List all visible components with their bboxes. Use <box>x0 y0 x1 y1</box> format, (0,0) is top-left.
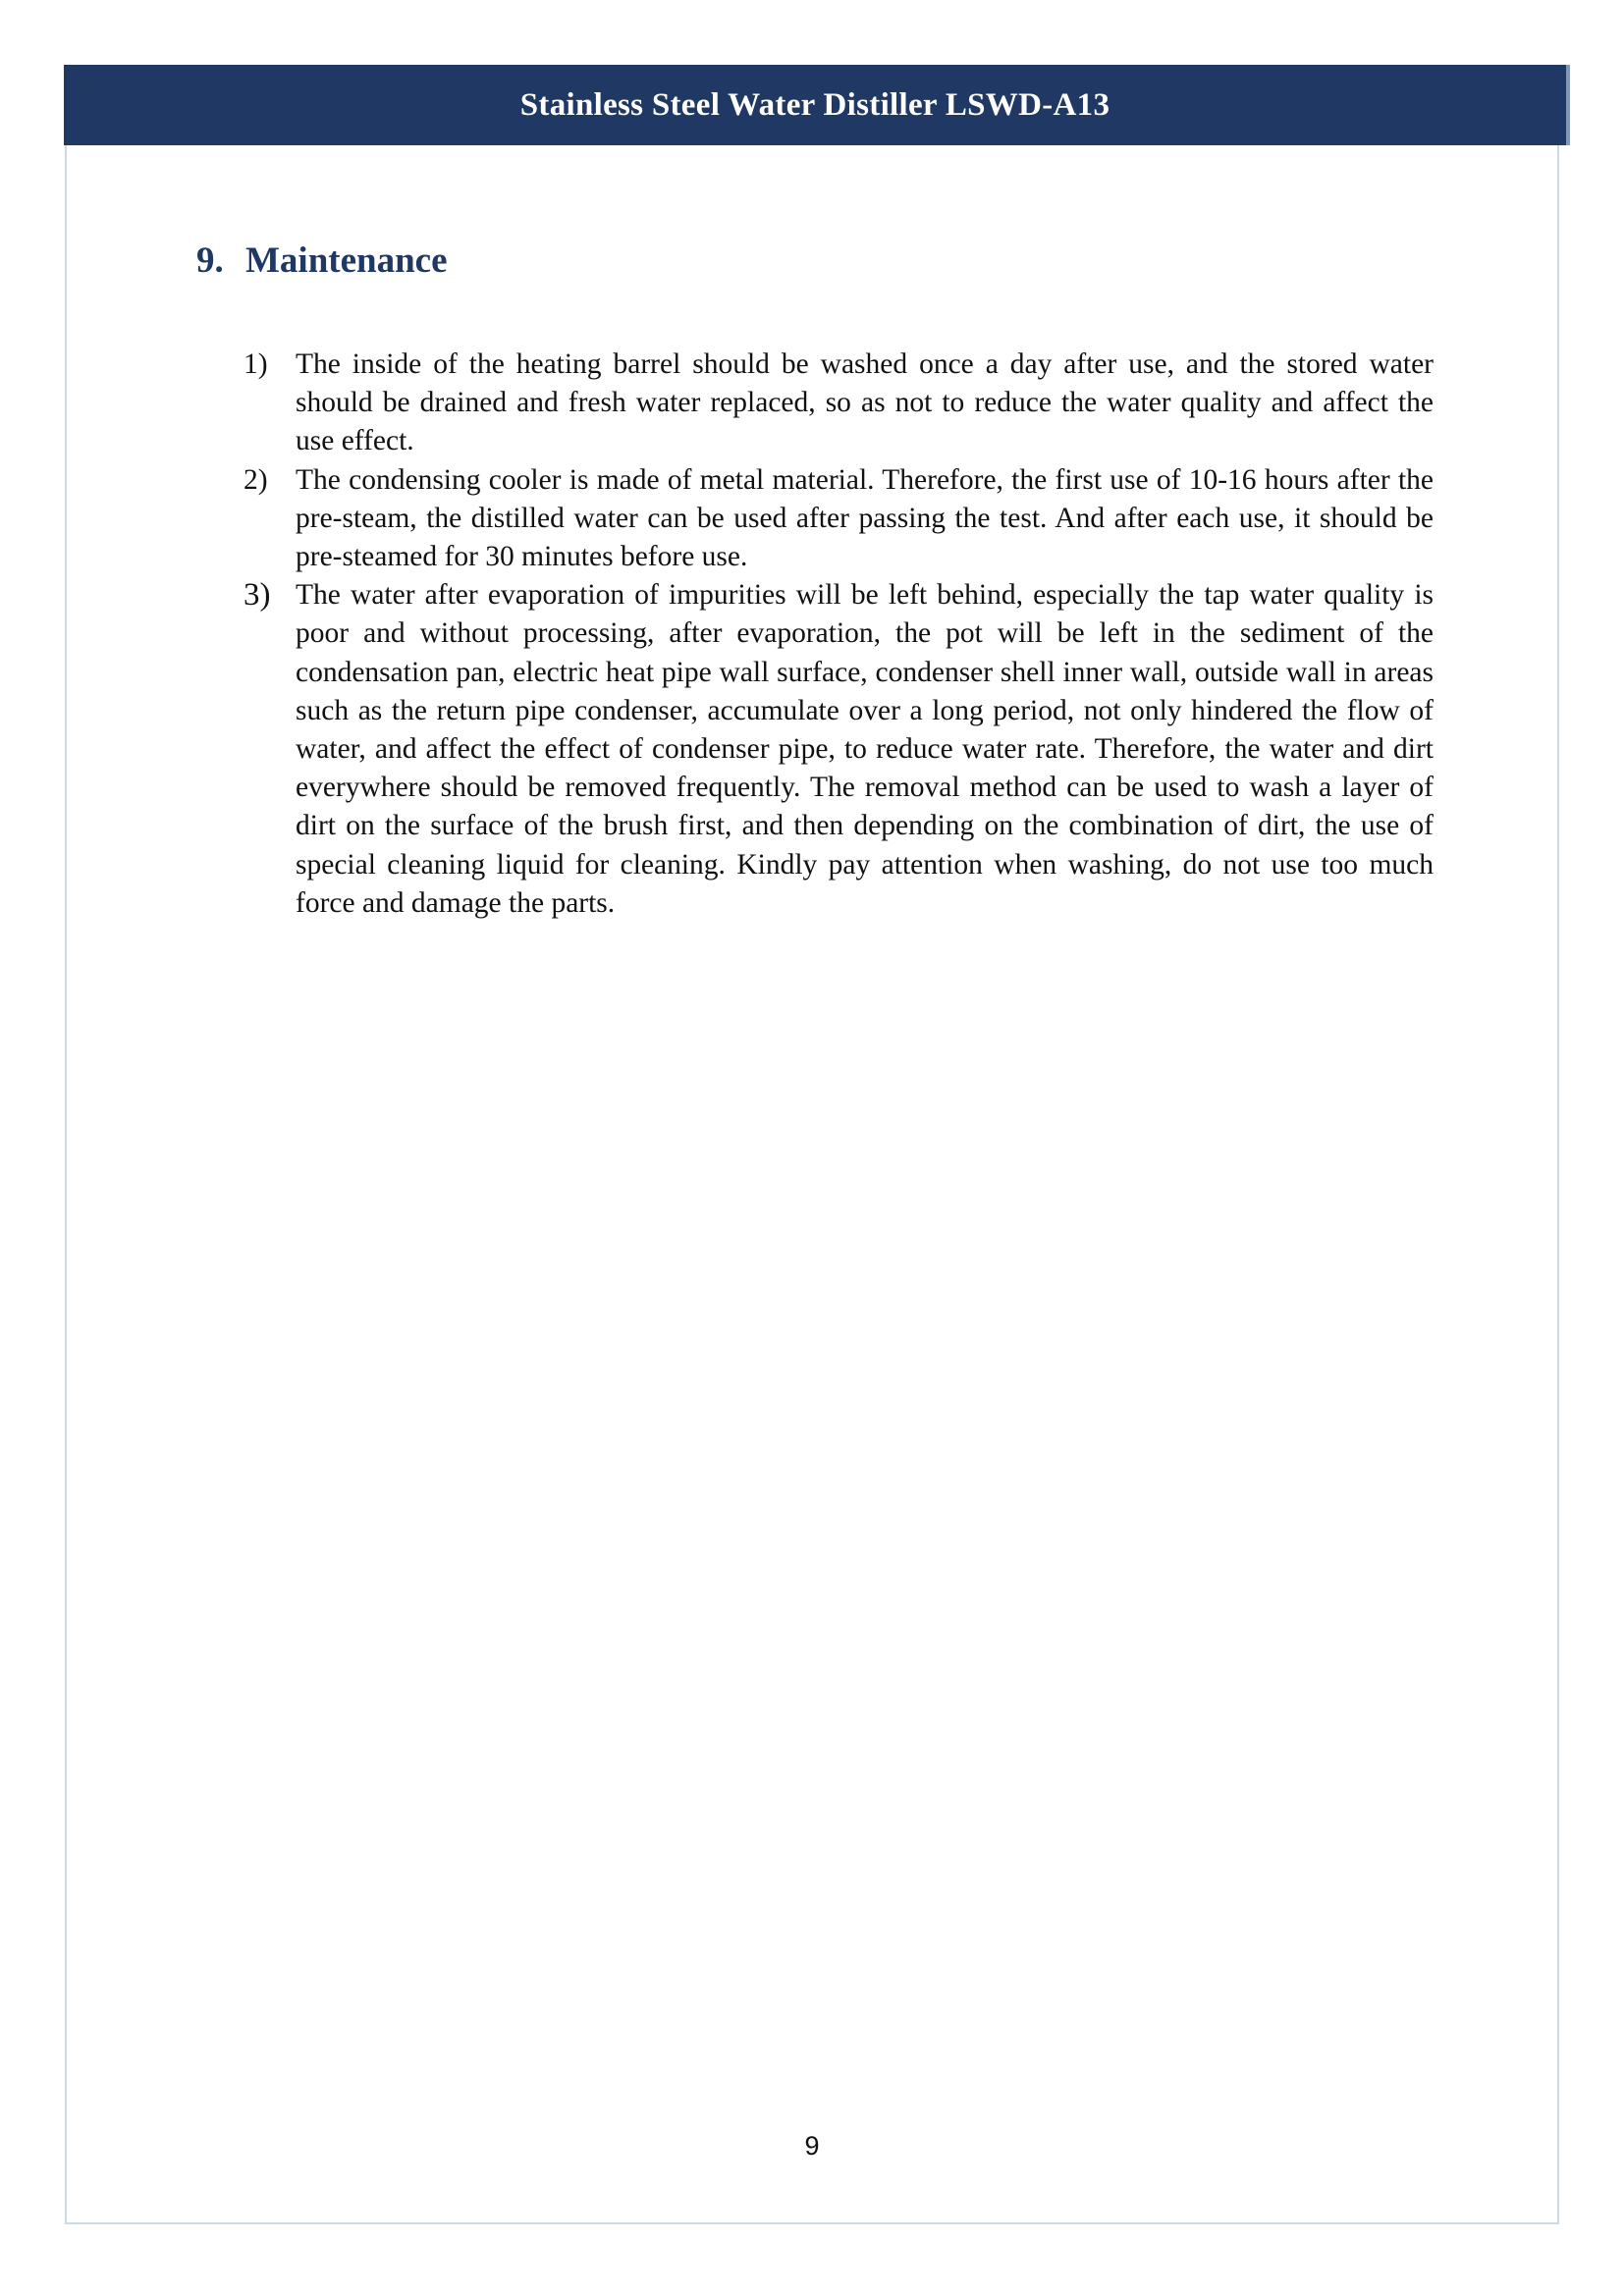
maintenance-list <box>244 346 1434 923</box>
list-item-text: The water after evaporation of impurities will be left behind, especially the tap water quality is poor and without processing, after evaporation, the pot will be left in the sediment of the condensation pan, electric heat pipe wall surface, condenser shell inner wall, outside wall in areas such as the return pipe condenser, accumulate over a long period, not only hindered the flow of water, and affect the effect of condenser pipe, to reduce water rate. Therefore, the water and dirt everywhere should be removed frequently. The removal method can be used to wash a layer of dirt on the surface of the brush first, and then depending on the combination of dirt, the use of special cleaning liquid for cleaning. Kindly pay attention when washing, do not use too much force and damage the parts. <box>296 579 1434 919</box>
section-number: 9. <box>196 240 224 281</box>
document-title: Stainless Steel Water Distiller LSWD-A13 <box>519 86 1110 123</box>
list-item-text: The inside of the heating barrel should be washed once a day after use, and the stored water should be drained and fresh water replaced, so as not to reduce the water quality and affect the use effect. <box>296 348 1434 457</box>
page-number: 9 <box>804 2131 820 2161</box>
list-item-marker: 2) <box>244 463 268 496</box>
list-item <box>244 461 1434 577</box>
section-title: Maintenance <box>245 240 448 281</box>
list-item <box>244 346 1434 461</box>
list-item-text: The condensing cooler is made of metal material. Therefore, the first use of 10-16 hours after the pre-steam, the distilled water can be used after passing the test. And after each use, it should be pre-steamed for 30 minutes before use. <box>296 463 1434 573</box>
section-heading <box>196 240 448 282</box>
list-item <box>244 576 1434 923</box>
list-item-marker: 3) <box>244 577 271 614</box>
list-item-marker: 1) <box>244 348 268 380</box>
header-bar <box>64 65 1570 145</box>
